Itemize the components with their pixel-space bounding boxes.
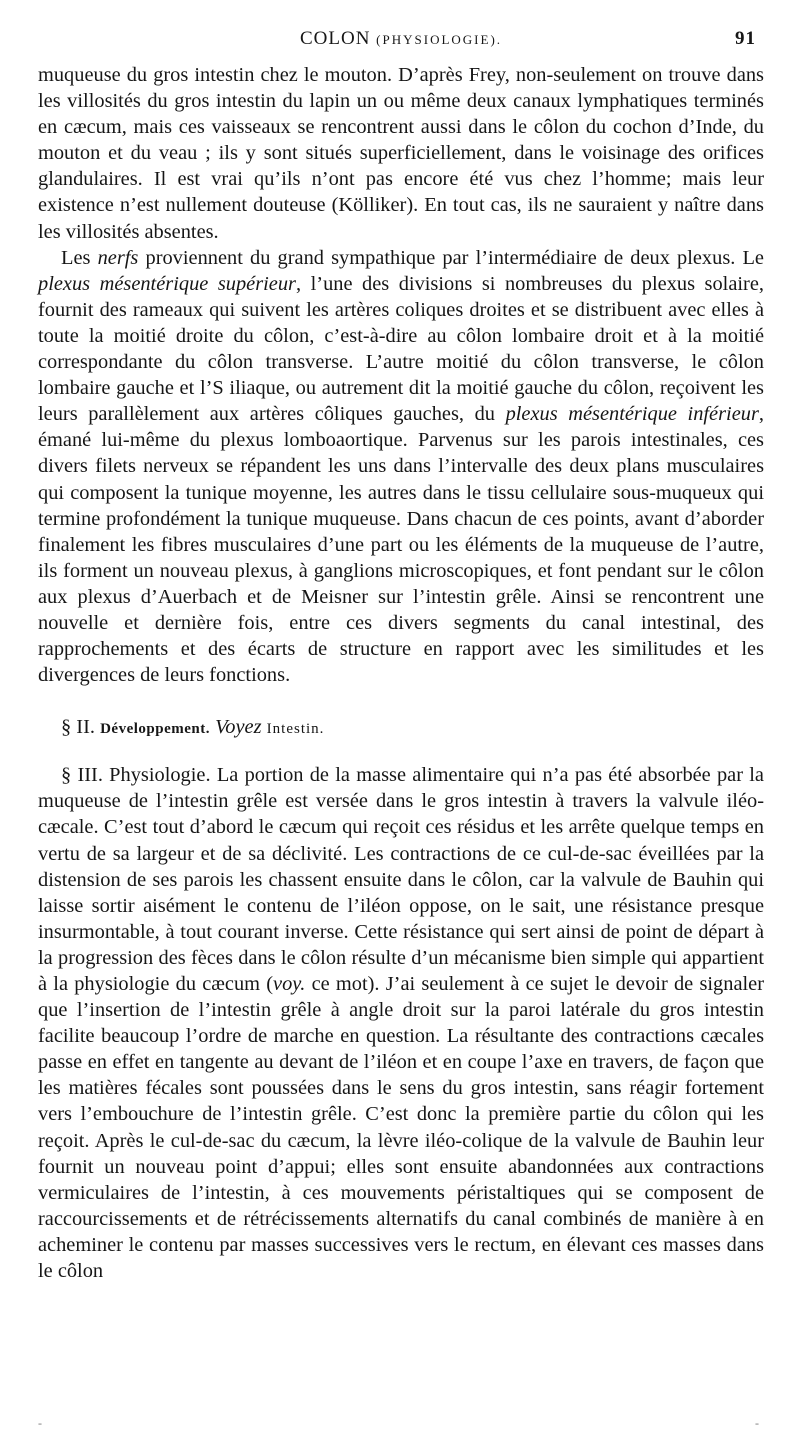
text-run: ce mot). J’ai seulement à ce sujet le devoir de signaler que l’insertion de l’intestin grêle à angle droit sur la paroi latérale du gros intestin facilite beaucoup l’ordre de marche en question. La résultante des contractions cæcales passe en effet en tangente au devant de l’iléon et en coupe l’axe en travers, de façon que les matières fécales sont poussées dans le sens du gros intestin, sans réagir fortement vers l’embouchure de l’intestin grêle. C’est donc la première partie du côlon qui les reçoit. Après le cul-de-sac du cæcum, la lèvre iléo-colique de la valvule de Bauhin leur fournit un nouveau point d’appui; elles sont ensuite abandonnées aux contractions vermiculaires de l’intestin, à ces mouvements péristaltiques qui se composent de raccourcissements et de rétrécissements alternatifs du canal combinés de manière à en acheminer le contenu par masses successives vers le rectum, en élevant ces masses dans le côlon: [38, 973, 764, 1283]
text-run: Les: [61, 246, 98, 269]
italic-term: plexus mésentérique supérieur: [38, 272, 296, 295]
spacer: [38, 742, 764, 762]
italic-term: plexus mésentérique inférieur: [505, 403, 759, 426]
running-title-sub: (PHYSIOLOGIE).: [376, 32, 503, 47]
italic-term: voy.: [273, 973, 306, 995]
page-number: 91: [735, 28, 756, 49]
section-mark: § II.: [61, 716, 95, 739]
page-footer-marks: [0, 1416, 800, 1430]
paragraph-lymphatics: [38, 62, 764, 245]
section-title: Développement.: [100, 721, 210, 738]
section-physiology: [38, 762, 764, 1284]
text-run: , émané lui-même du plexus lomboaortique. Parvenus sur les parois intestinales, ces divers filets nerveux se répandent les uns dans l’intervalle des deux plans musculaires qui composent la tunique moyenne, les autres dans le tissu cellulaire sous-muqueux qui termine profondément la tunique muqueuse. Dans chacun de ces points, avant d’aborder finalement les fibres musculaires d’une part ou les éléments de la muqueuse de l’autre, ils forment un nouveau plexus, à ganglions microscopiques, et font pendant sur le côlon aux plexus d’Auerbach et de Meisner sur l’intestin grêle. Ainsi se rencontrent une nouvelle et dernière fois, entre ces divers segments du canal intestinal, des rapprochements et des écarts de structure en rapport avec les similitudes et les divergences de leurs fonctions.: [38, 403, 764, 687]
paragraph-physiology-body: [38, 764, 764, 1282]
footer-mark-right: -: [755, 1416, 759, 1430]
running-title-main: COLON: [299, 28, 371, 49]
spacer: [38, 688, 764, 714]
text-run: La portion de la masse alimentaire qui n’a pas été absorbée par la muqueuse de l’intestin grêle est versée dans le gros intestin à travers la valvule iléo-cæcale. C’est tout d’abord le cæcum qui reçoit ces résidus et les arrête quelque temps en vertu de sa largeur et de sa déclivité. Les contractions de ce cul-de-sac éveillées par la distension de ses parois les chassent ensuite dans le côlon, car la valvule de Bauhin qui laisse sortir aisément le contenu de l’iléon oppose, on le sait, une résistance presque insurmontable, à tout courant inverse. Cette résistance qui sert ainsi de point de départ à la progression des fèces dans le côlon résulte d’un mécanisme bien simple qui appartient à la physiologie du cæcum (: [38, 764, 764, 995]
text-run: , l’une des divisions si nombreuses du plexus solaire, fournit des rameaux qui suivent les artères coliques droites et se distribuent avec elles à toute la moitié droite du côlon, c’est-à-dire au côlon lombaire droit et à la moitié correspondante du côlon transverse. L’autre moitié du côlon transverse, le côlon lombaire gauche et l’S iliaque, ou autrement dit la moitié gauche du côlon, reçoivent les leurs parallèlement aux artères côliques gauches, du: [38, 272, 764, 426]
italic-term: nerfs: [97, 246, 139, 269]
section-mark: § III.: [61, 764, 103, 787]
running-title: [38, 28, 764, 50]
text-run: proviennent du grand sympathique par l’intermédiaire de deux plexus. Le: [138, 246, 764, 269]
paragraph-nerves: [38, 245, 764, 689]
cross-reference-target: Intestin.: [266, 721, 325, 738]
running-head: [38, 28, 764, 62]
cross-reference-label: Voyez: [215, 716, 262, 739]
text-run: muqueuse du gros intestin chez le mouton. D’après Frey, non-seulement on trouve dans les villosités du gros intestin du lapin un ou même deux canaux lymphatiques terminés en cæcum, mais ces vaisseaux se rencontrent aussi dans le côlon du cochon d’Inde, du mouton et du veau ; ils y sont situés superficiellement, dans le voisinage des orifices glandulaires. Il est vrai qu’ils n’ont pas encore été vus chez l’homme; mais leur existence n’est nullement douteuse (Kölliker). En tout cas, ils ne sauraient y naître dans les villosités absentes.: [38, 64, 764, 243]
section-development-heading: [38, 714, 764, 742]
page: [38, 28, 764, 1284]
section-title: Physiologie.: [109, 764, 211, 787]
footer-mark-left: -: [38, 1416, 42, 1430]
